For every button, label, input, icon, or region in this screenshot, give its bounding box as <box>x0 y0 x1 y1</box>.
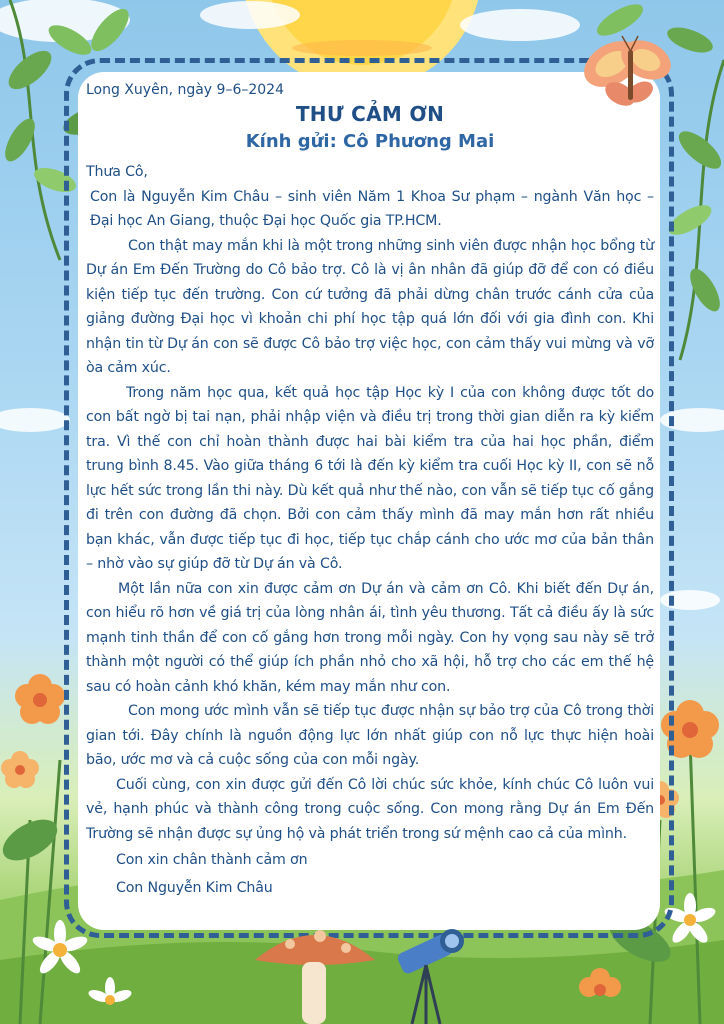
paragraph-3: Một lần nữa con xin được cảm ơn Dự án và cảm ơn Cô. Khi biết đến Dự án, con hiểu rõ hơn về giá trị của lòng nhân ái, tình yêu thương. Tất cả điều ấy là sức mạnh tinh thần để con cố gắng hơn trong mỗi ngày. Con hy vọng sau này sẽ trở thành một người có thể giúp ích phần nhỏ cho xã hội, hỗ trợ cho các em thế hệ sau có hoàn cảnh khó khăn, kém may mắn như con. <box>86 580 654 695</box>
closing-line: Con xin chân thành cảm ơn <box>116 852 308 868</box>
butterfly-icon <box>580 30 680 120</box>
salutation: Thưa Cô, <box>86 164 148 180</box>
paragraph-1: Con thật may mắn khi là một trong những sinh viên được nhận học bổng từ Dự án Em Đến Trường do Cô bảo trợ. Cô là vị ân nhân đã giúp đỡ để con có điều kiện tiếp tục đến trường. Con cứ tưởng đã phải dừng chân trước cánh cửa của giảng đường Đại học vì khoản chi phí học tập quá lớn đối với gia đình con. Khi nhận tin từ Dự án con sẽ được Cô bảo trợ việc học, con cảm thấy vui mừng và vỡ òa cảm xúc. <box>86 237 654 376</box>
letter-card <box>78 72 660 930</box>
telescope-icon <box>390 925 470 1024</box>
letter-title: THƯ CẢM ƠN <box>295 102 445 126</box>
paragraph-4: Con mong ước mình vẫn sẽ tiếp tục được nhận sự bảo trợ của Cô trong thời gian tới. Đây chính là nguồn động lực lớn nhất giúp con nỗ lực thực hiện hoài bão, ước mơ và cả cuộc sống của con mỗi ngày. <box>86 703 654 768</box>
recipient-line: Kính gửi: Cô Phương Mai <box>245 131 495 152</box>
letter-body <box>86 160 654 902</box>
paragraph-2: Trong năm học qua, kết quả học tập Học kỳ I của con không được tốt do con bất ngờ bị tai nạn, phải nhập viện và điều trị trong thời gian diễn ra kỳ kiểm tra. Vì thế con chỉ hoàn thành được hai bài kiểm tra của hai học phần, điểm trung bình 8.45. Vào giữa tháng 6 tới là đến kỳ kiểm tra cuối Học kỳ II, con sẽ nỗ lực hết sức trong lần thi này. Dù kết quả như thế nào, con vẫn sẽ tiếp tục cố gắng đi trên con đường đã chọn. Bởi con cảm thấy mình đã may mắn hơn rất nhiều bạn khác, vẫn được tiếp tục đi học, tiếp tục chắp cánh cho ước mơ của bản thân – nhờ vào sự giúp đỡ từ Dự án và Cô. <box>86 384 654 572</box>
paragraph-5: Cuối cùng, con xin được gửi đến Cô lời chúc sức khỏe, kính chúc Cô luôn vui vẻ, hạnh phúc và thành công trong cuộc sống. Con mong rằng Dự án Em Đến Trường sẽ nhận được sự ủng hộ và phát triển trong sứ mệnh cao cả của mình. <box>86 776 654 842</box>
place-date: Long Xuyên, ngày 9–6–2024 <box>86 82 284 98</box>
signature: Con Nguyễn Kim Châu <box>116 880 273 896</box>
mushroom-icon <box>250 920 380 1024</box>
intro-paragraph: Con là Nguyễn Kim Châu – sinh viên Năm 1 Khoa Sư phạm – ngành Văn học – Đại học An Giang, thuộc Đại học Quốc gia TP.HCM. <box>90 188 654 229</box>
